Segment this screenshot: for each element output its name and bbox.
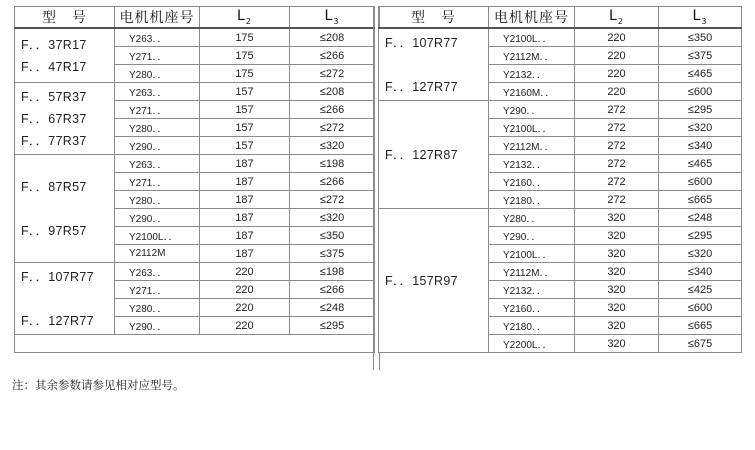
l3-cell: ≤266 [290, 101, 375, 119]
l3-cell: ≤340 [659, 137, 742, 155]
l2-cell: 175 [200, 47, 290, 65]
header-motor-frame: 电机机座号 [489, 7, 575, 29]
model-name [15, 198, 114, 220]
header-l3-letter: L [692, 8, 702, 25]
header-l3 [659, 7, 742, 29]
model-cell [379, 28, 489, 101]
table-row [15, 28, 375, 47]
table-row [15, 155, 375, 173]
motor-frame-cell: Y2112M．． [489, 263, 575, 281]
l3-cell: ≤320 [290, 209, 375, 227]
model-name: F．．127R77 [21, 313, 94, 328]
l2-cell: 272 [575, 101, 659, 119]
footnote: 注：其余参数请参见相对应型号。 [12, 378, 185, 392]
model-name: F．．37R17 [21, 37, 87, 52]
model-cell [379, 209, 489, 353]
l3-cell: ≤465 [659, 65, 742, 83]
header-l3 [290, 7, 375, 29]
l3-cell: ≤320 [659, 245, 742, 263]
header-l3-letter: L [324, 8, 334, 25]
l3-cell: ≤198 [290, 263, 375, 281]
l3-cell: ≤198 [290, 155, 375, 173]
motor-frame-cell: Y2200L．． [489, 335, 575, 353]
table-row [379, 101, 742, 119]
motor-frame-cell: Y2132．． [489, 281, 575, 299]
l2-cell: 320 [575, 317, 659, 335]
model-name: F．．127R77 [385, 79, 458, 94]
l3-cell: ≤320 [659, 119, 742, 137]
motor-frame-cell: Y2180．． [489, 317, 575, 335]
left-table-body [15, 28, 375, 353]
l2-cell: 272 [575, 191, 659, 209]
motor-frame-cell: Y2132．． [489, 65, 575, 83]
motor-frame-cell: Y2100L．． [489, 245, 575, 263]
l2-cell: 220 [575, 47, 659, 65]
motor-frame-cell: Y2180．． [489, 191, 575, 209]
table-row [15, 83, 375, 101]
l2-cell: 220 [575, 65, 659, 83]
right-dimension-table [378, 6, 742, 353]
header-l2-subscript: 2 [245, 16, 252, 26]
motor-frame-cell: Y271．． [115, 101, 200, 119]
motor-frame-cell: Y271．． [115, 281, 200, 299]
motor-frame-cell: Y290．． [489, 101, 575, 119]
l3-cell: ≤375 [290, 245, 375, 263]
l2-cell: 187 [200, 173, 290, 191]
l2-cell: 220 [200, 263, 290, 281]
l3-cell: ≤350 [290, 227, 375, 245]
l2-cell: 187 [200, 227, 290, 245]
l3-cell: ≤600 [659, 173, 742, 191]
l3-cell: ≤465 [659, 155, 742, 173]
l3-cell: ≤272 [290, 191, 375, 209]
header-model: 型 号 [379, 7, 489, 29]
model-cell [15, 155, 115, 263]
header-l2-letter: L [609, 8, 618, 25]
l2-cell: 175 [200, 65, 290, 83]
l2-cell: 187 [200, 245, 290, 263]
blank-row [15, 335, 375, 353]
motor-frame-cell: Y271．． [115, 173, 200, 191]
left-header-row [15, 7, 375, 29]
l3-cell: ≤350 [659, 28, 742, 47]
l2-cell: 272 [575, 155, 659, 173]
motor-frame-cell: Y263．． [115, 28, 200, 47]
model-name: F．．47R17 [21, 59, 87, 74]
l2-cell: 220 [575, 28, 659, 47]
model-name: F．．107R77 [385, 35, 458, 50]
l2-cell: 157 [200, 101, 290, 119]
l2-cell: 220 [200, 281, 290, 299]
header-l2 [575, 7, 659, 29]
l3-cell: ≤600 [659, 83, 742, 101]
motor-frame-cell: Y280．． [115, 191, 200, 209]
motor-frame-cell: Y2132．． [489, 155, 575, 173]
l3-cell: ≤675 [659, 335, 742, 353]
l3-cell: ≤248 [659, 209, 742, 227]
l3-cell: ≤208 [290, 28, 375, 47]
l3-cell: ≤272 [290, 119, 375, 137]
model-name: F．．87R57 [21, 179, 87, 194]
motor-frame-cell: Y280．． [115, 299, 200, 317]
motor-frame-cell: Y2160．． [489, 173, 575, 191]
motor-frame-cell: Y2112M．． [489, 137, 575, 155]
l2-cell: 157 [200, 119, 290, 137]
l3-cell: ≤208 [290, 83, 375, 101]
motor-frame-cell: Y290．． [489, 227, 575, 245]
motor-frame-cell: Y2160M．． [489, 83, 575, 101]
l2-cell: 187 [200, 155, 290, 173]
motor-frame-cell: Y263．． [115, 263, 200, 281]
l2-cell: 157 [200, 83, 290, 101]
table-row [379, 28, 742, 47]
l3-cell: ≤266 [290, 281, 375, 299]
l2-cell: 320 [575, 281, 659, 299]
model-name [15, 288, 114, 310]
l3-cell: ≤320 [290, 137, 375, 155]
l2-cell: 175 [200, 28, 290, 47]
header-l2 [200, 7, 290, 29]
l2-cell: 320 [575, 263, 659, 281]
model-name: F．．77R37 [21, 133, 87, 148]
model-name: F．．107R77 [21, 269, 94, 284]
l3-cell: ≤600 [659, 299, 742, 317]
l2-cell: 187 [200, 191, 290, 209]
motor-frame-cell: Y271．． [115, 47, 200, 65]
model-name: F．．67R37 [21, 111, 87, 126]
motor-frame-cell: Y280．． [115, 119, 200, 137]
l3-cell: ≤340 [659, 263, 742, 281]
model-name: F．．157R97 [385, 273, 458, 288]
l3-cell: ≤665 [659, 317, 742, 335]
model-cell [15, 83, 115, 155]
motor-frame-cell: Y2160．． [489, 299, 575, 317]
right-header-row [379, 7, 742, 29]
right-table-body [379, 28, 742, 353]
model-cell [15, 263, 115, 335]
l2-cell: 320 [575, 245, 659, 263]
motor-frame-cell: Y280．． [115, 65, 200, 83]
motor-frame-cell: Y263．． [115, 83, 200, 101]
l2-cell: 320 [575, 299, 659, 317]
header-l2-letter: L [237, 8, 246, 25]
l3-cell: ≤665 [659, 191, 742, 209]
l3-cell: ≤295 [659, 227, 742, 245]
left-dimension-table [14, 6, 375, 353]
header-model: 型 号 [15, 7, 115, 29]
motor-frame-cell: Y2100L．． [115, 227, 200, 245]
table-row [379, 209, 742, 227]
header-l3-subscript: 3 [701, 16, 708, 26]
l3-cell: ≤295 [290, 317, 375, 335]
blank-cell [15, 335, 375, 353]
l2-cell: 220 [200, 299, 290, 317]
l2-cell: 272 [575, 137, 659, 155]
l2-cell: 157 [200, 137, 290, 155]
motor-frame-cell: Y2112M．． [489, 47, 575, 65]
model-cell [379, 101, 489, 209]
model-name [379, 54, 488, 76]
motor-frame-cell: Y280．． [489, 209, 575, 227]
l3-cell: ≤266 [290, 173, 375, 191]
motor-frame-cell: Y2112M [115, 245, 200, 263]
l3-cell: ≤266 [290, 47, 375, 65]
l2-cell: 272 [575, 119, 659, 137]
l2-cell: 272 [575, 173, 659, 191]
l2-cell: 320 [575, 227, 659, 245]
l3-cell: ≤375 [659, 47, 742, 65]
motor-frame-cell: Y290．． [115, 137, 200, 155]
header-l3-subscript: 3 [333, 16, 340, 26]
l3-cell: ≤272 [290, 65, 375, 83]
l3-cell: ≤425 [659, 281, 742, 299]
motor-frame-cell: Y290．． [115, 317, 200, 335]
header-motor-frame: 电机机座号 [115, 7, 200, 29]
table-row [15, 263, 375, 281]
l2-cell: 220 [200, 317, 290, 335]
motor-frame-cell: Y2100L．． [489, 119, 575, 137]
model-name: F．．97R57 [21, 223, 87, 238]
l2-cell: 187 [200, 209, 290, 227]
l2-cell: 320 [575, 335, 659, 353]
l2-cell: 320 [575, 209, 659, 227]
l3-cell: ≤248 [290, 299, 375, 317]
motor-frame-cell: Y263．． [115, 155, 200, 173]
motor-frame-cell: Y290．． [115, 209, 200, 227]
model-name: F．．57R37 [21, 89, 87, 104]
l2-cell: 220 [575, 83, 659, 101]
motor-frame-cell: Y2100L．． [489, 28, 575, 47]
model-cell [15, 28, 115, 83]
model-name: F．．127R87 [385, 147, 458, 162]
header-l2-subscript: 2 [617, 16, 624, 26]
l3-cell: ≤295 [659, 101, 742, 119]
